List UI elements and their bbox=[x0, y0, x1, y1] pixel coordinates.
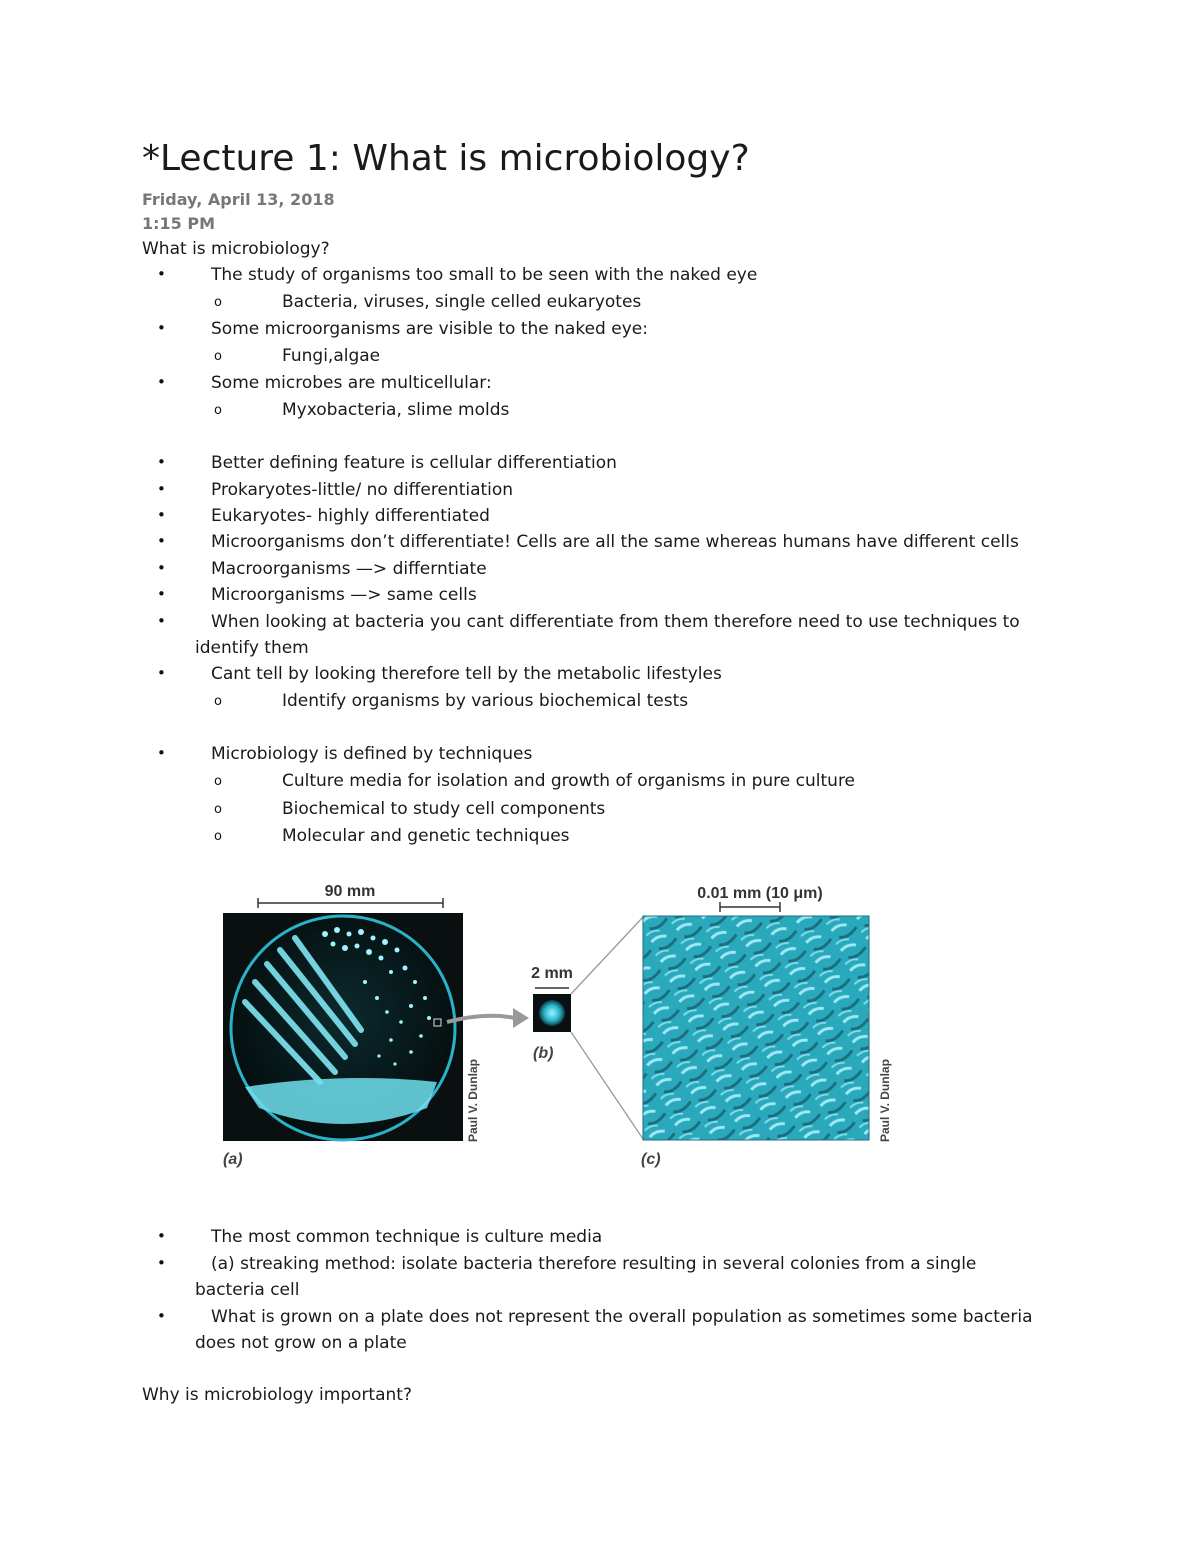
bullet-marker: • bbox=[157, 1254, 166, 1272]
photo-credit-c: Paul V. Dunlap bbox=[878, 1059, 892, 1142]
figure-label-a: (a) bbox=[223, 1151, 243, 1168]
scale-label-b: 2 mm bbox=[531, 965, 573, 982]
sub-list-item: Culture media for isolation and growth of organisms in pure culture bbox=[282, 771, 856, 791]
list-item: Microorganisms don’t differentiate! Cells are all the same whereas humans have different cells bbox=[211, 532, 1019, 552]
list-item: Some microorganisms are visible to the naked eye: bbox=[211, 319, 648, 339]
list-item: Better defining feature is cellular differentiation bbox=[211, 453, 617, 473]
culture-figure bbox=[215, 872, 915, 1182]
bullet-marker: • bbox=[157, 1307, 166, 1325]
list-item: What is grown on a plate does not represent the overall population as sometimes some bacteria bbox=[211, 1307, 1033, 1327]
list-item-continuation: does not grow on a plate bbox=[195, 1333, 407, 1353]
list-item: Macroorganisms —> differntiate bbox=[211, 559, 487, 579]
bullet-marker: • bbox=[157, 532, 166, 550]
sub-list-item: Biochemical to study cell components bbox=[282, 799, 606, 819]
bullet-marker: • bbox=[157, 319, 166, 337]
bullet-marker: • bbox=[157, 585, 166, 603]
list-item: (a) streaking method: isolate bacteria therefore resulting in several colonies from a single bbox=[211, 1254, 977, 1274]
sub-list-item: Molecular and genetic techniques bbox=[282, 826, 570, 846]
list-item: Eukaryotes- highly differentiated bbox=[211, 506, 490, 526]
micrograph-cells bbox=[643, 916, 869, 1140]
bullet-marker: • bbox=[157, 373, 166, 391]
sub-list-item: Fungi,algae bbox=[282, 346, 381, 366]
figure-label-b: (b) bbox=[533, 1045, 554, 1062]
bullet-marker: • bbox=[157, 1227, 166, 1245]
sub-bullet-marker: o bbox=[214, 403, 222, 418]
sub-list-item: Myxobacteria, slime molds bbox=[282, 400, 510, 420]
bullet-marker: • bbox=[157, 612, 166, 630]
sub-list-item: Bacteria, viruses, single celled eukaryotes bbox=[282, 292, 642, 312]
bullet-marker: • bbox=[157, 453, 166, 471]
sub-bullet-marker: o bbox=[214, 829, 222, 844]
sub-bullet-marker: o bbox=[214, 802, 222, 817]
bullet-marker: • bbox=[157, 265, 166, 283]
sub-bullet-marker: o bbox=[214, 774, 222, 789]
list-item-continuation: identify them bbox=[195, 638, 309, 658]
photo-credit-a: Paul V. Dunlap bbox=[466, 1059, 480, 1142]
scale-label-a: 90 mm bbox=[324, 883, 376, 900]
time-stamp: 1:15 PM bbox=[142, 214, 216, 233]
figure-label-c: (c) bbox=[641, 1151, 661, 1168]
date-stamp: Friday, April 13, 2018 bbox=[142, 190, 335, 209]
page-title: *Lecture 1: What is microbiology? bbox=[142, 138, 750, 179]
bullet-marker: • bbox=[157, 744, 166, 762]
list-item: Cant tell by looking therefore tell by the metabolic lifestyles bbox=[211, 664, 722, 684]
bullet-marker: • bbox=[157, 480, 166, 498]
section-heading-what-is: What is microbiology? bbox=[142, 239, 330, 259]
bullet-marker: • bbox=[157, 506, 166, 524]
bullet-marker: • bbox=[157, 664, 166, 682]
scale-label-c: 0.01 mm (10 μm) bbox=[697, 885, 823, 902]
sub-bullet-marker: o bbox=[214, 349, 222, 364]
sub-list-item: Identify organisms by various biochemical tests bbox=[282, 691, 689, 711]
list-item: Microorganisms —> same cells bbox=[211, 585, 477, 605]
list-item: Prokaryotes-little/ no differentiation bbox=[211, 480, 514, 500]
sub-bullet-marker: o bbox=[214, 295, 222, 310]
list-item: When looking at bacteria you cant differentiate from them therefore need to use techniques to bbox=[211, 612, 1020, 632]
list-item: The most common technique is culture media bbox=[211, 1227, 603, 1247]
sub-bullet-marker: o bbox=[214, 694, 222, 709]
list-item-continuation: bacteria cell bbox=[195, 1280, 300, 1300]
section-heading-why-important: Why is microbiology important? bbox=[142, 1385, 412, 1405]
list-item: The study of organisms too small to be seen with the naked eye bbox=[211, 265, 758, 285]
bullet-marker: • bbox=[157, 559, 166, 577]
list-item: Microbiology is defined by techniques bbox=[211, 744, 533, 764]
list-item: Some microbes are multicellular: bbox=[211, 373, 492, 393]
